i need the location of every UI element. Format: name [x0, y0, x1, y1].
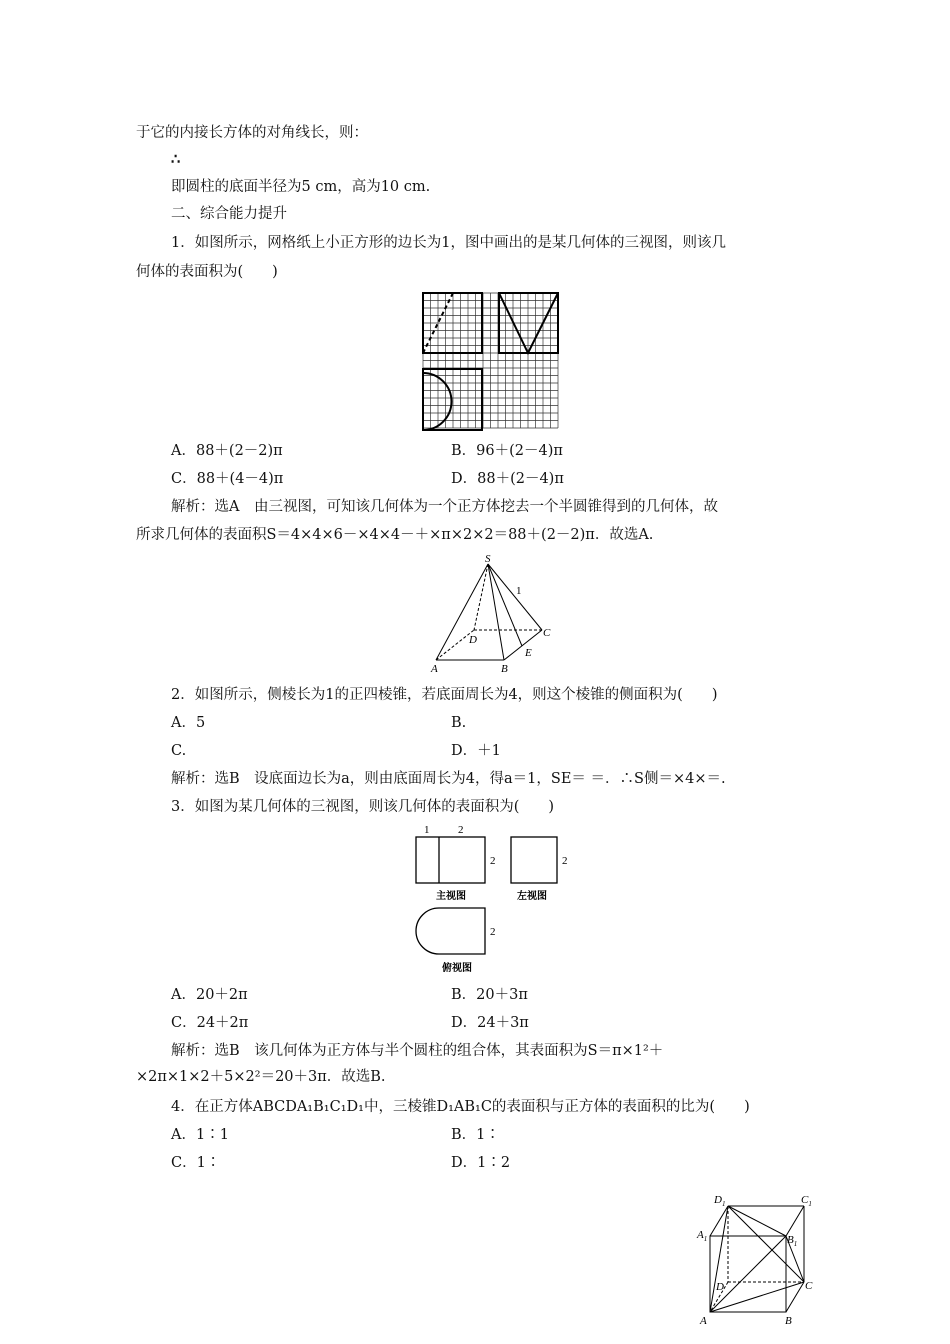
pyramid-label-s: S: [485, 553, 491, 565]
top-view-caption: 俯视图: [442, 963, 472, 974]
dim-1-label: 1: [424, 824, 430, 836]
pyramid-label-a: A: [431, 663, 438, 675]
q3-option-b: B．20＋3π: [451, 987, 528, 1003]
pyramid-label-d: D: [469, 634, 477, 646]
q1-three-view-figure: [420, 290, 562, 434]
q4-stem: 4．在正方体ABCDA₁B₁C₁D₁中，三棱锥D₁AB₁C的表面积与正方体的表面积的比为( ): [171, 1099, 750, 1115]
cube-label-d: D: [716, 1281, 724, 1293]
pyramid-label-b: B: [501, 663, 508, 675]
q2-stem: 2．如图所示，侧棱长为1的正四棱锥，若底面周长为4，则这个棱锥的侧面积为( ): [171, 687, 718, 703]
cube-label-c: C: [805, 1280, 813, 1292]
q4-option-a: A．1∶1: [171, 1127, 229, 1143]
pyramid-label-c: C: [543, 627, 551, 639]
front-view-height-label: 2: [490, 855, 496, 867]
cube-label-a: A: [700, 1315, 707, 1327]
q3-solution-line-1: 解析：选B 该几何体为正方体与半个圆柱的组合体，其表面积为S＝π×1²＋: [171, 1043, 664, 1059]
therefore-symbol: ∴: [171, 151, 181, 168]
section-title: 二、综合能力提升: [171, 206, 287, 222]
q4-option-b: B．1∶: [451, 1127, 500, 1143]
q3-solution-line-2: ×2π×1×2＋5×2²＝20＋3π．故选B.: [136, 1069, 386, 1085]
q2-option-c: C.: [171, 743, 187, 759]
side-view-caption: 左视图: [517, 891, 547, 902]
q3-option-d: D．24＋3π: [451, 1015, 529, 1031]
q2-option-a: A．5: [171, 715, 206, 731]
q3-option-a: A．20＋2π: [171, 987, 248, 1003]
q3-three-view-figure: [410, 822, 580, 982]
q1-solution-line-2: 所求几何体的表面积S＝4×4×6－×4×4－＋×π×2×2＝88＋(2－2)π．故选A.: [136, 527, 654, 543]
q1-option-c: C．88＋(4－4)π: [171, 471, 284, 487]
pyramid-label-e: E: [525, 647, 532, 659]
q1-option-b: B．96＋(2－4)π: [451, 443, 563, 459]
q4-option-c: C．1∶: [171, 1155, 221, 1171]
top-view-depth-label: 2: [490, 926, 496, 938]
cube-label-b1: $B_1$: [787, 1234, 798, 1248]
q1-stem-line-2: 何体的表面积为( ): [136, 264, 278, 280]
cube-label-d1: $D_1$: [714, 1194, 726, 1208]
q3-stem: 3．如图为某几何体的三视图，则该几何体的表面积为( ): [171, 799, 555, 815]
q2-pyramid-figure: [428, 552, 558, 677]
front-view-caption: 主视图: [436, 891, 466, 902]
cube-label-b: B: [785, 1315, 792, 1327]
q1-stem-line-1: 1．如图所示，网格纸上小正方形的边长为1，图中画出的是某几何体的三视图，则该几: [171, 235, 726, 251]
q2-solution: 解析：选B 设底面边长为a，则由底面周长为4，得a＝1，SE＝ ＝．∴S侧＝×4×＝.: [171, 771, 726, 787]
side-view-height-label: 2: [562, 855, 568, 867]
q3-option-c: C．24＋2π: [171, 1015, 249, 1031]
pyramid-label-edge: 1: [516, 585, 522, 597]
q1-solution-line-1: 解析：选A 由三视图，可知该几何体为一个正方体挖去一个半圆锥得到的几何体，故: [171, 499, 718, 515]
q1-option-d: D．88＋(2－4)π: [451, 471, 564, 487]
cube-label-c1: $C_1$: [801, 1194, 812, 1208]
cube-label-a1: $A_1$: [697, 1229, 708, 1243]
q2-option-b: B.: [451, 715, 467, 731]
q1-option-a: A．88＋(2－2)π: [171, 443, 283, 459]
q4-cube-figure: [694, 1190, 824, 1340]
q4-option-d: D．1∶2: [451, 1155, 511, 1171]
dim-2-label: 2: [458, 824, 464, 836]
q2-option-d: D．＋1: [451, 743, 501, 759]
intro-line-1: 于它的内接长方体的对角线长，则：: [136, 125, 368, 141]
intro-line-3: 即圆柱的底面半径为5 cm，高为10 cm.: [171, 179, 431, 195]
